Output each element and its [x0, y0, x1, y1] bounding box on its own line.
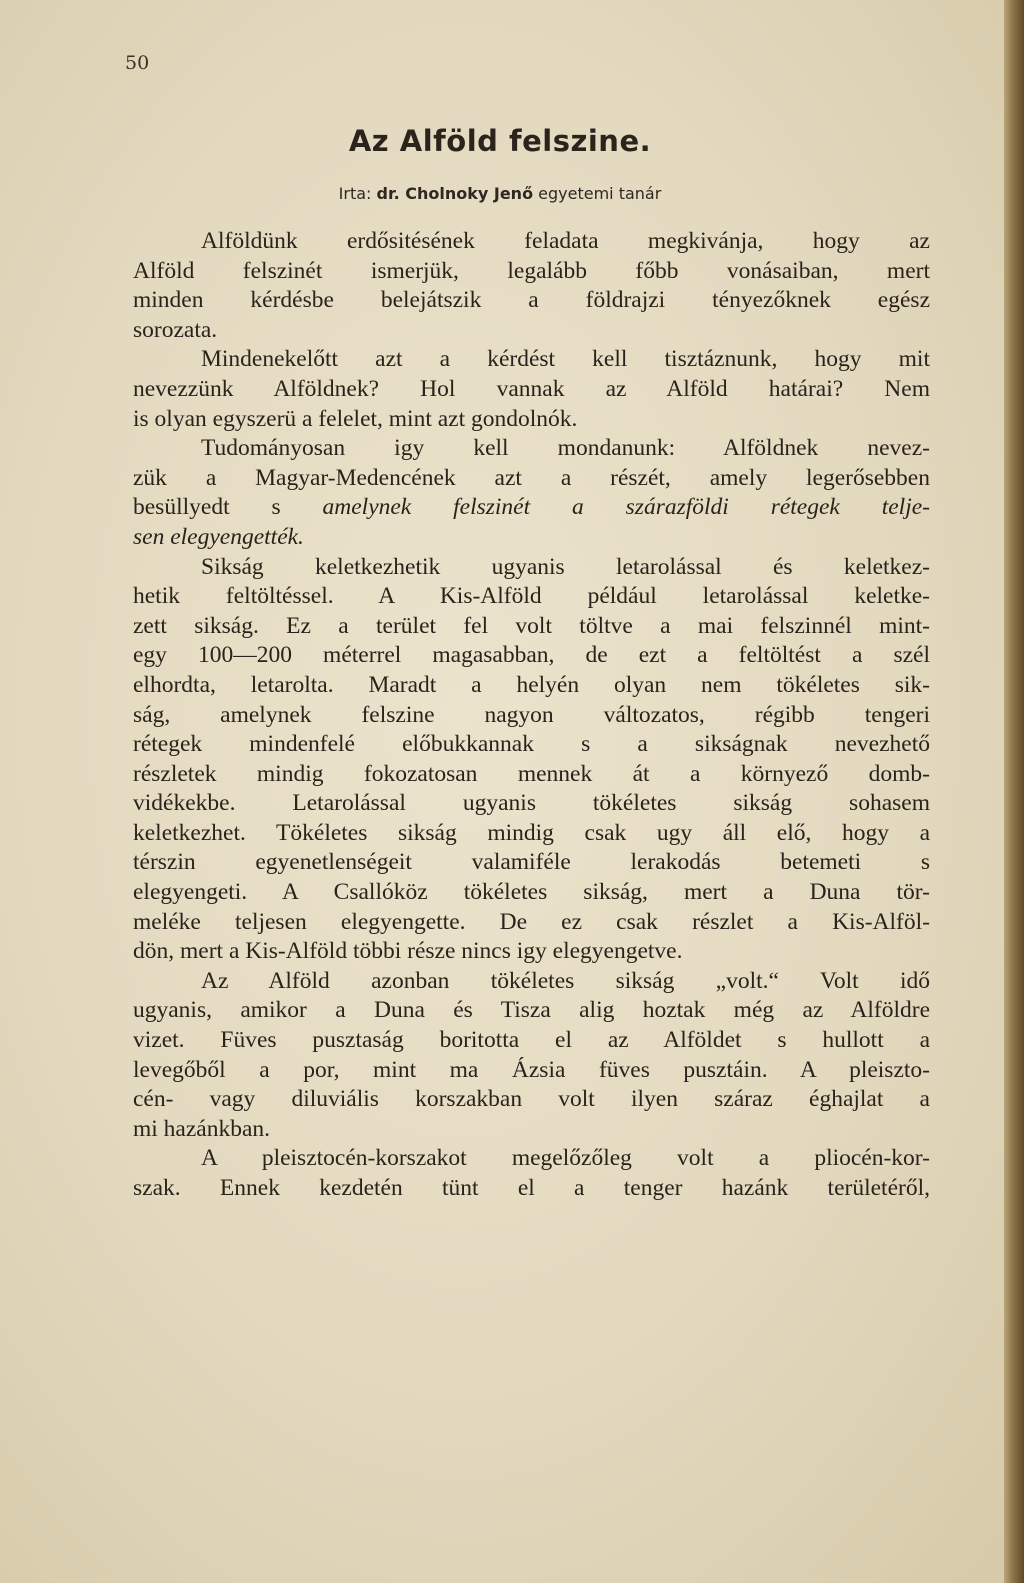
text-line: keletkezhet. Tökéletes sikság mindig csak ugy áll elő, hogy a	[133, 819, 930, 846]
book-spine-edge	[1004, 0, 1024, 1583]
text-line: A pleisztocén-korszakot megelőzőleg volt a pliocén-kor-	[201, 1145, 930, 1172]
text-line: nevezzünk Alföldnek? Hol vannak az Alföld határai? Nem	[133, 375, 930, 402]
text-line: mi hazánkban.	[133, 1115, 271, 1142]
text-line: minden kérdésbe belejátszik a földrajzi tényezőknek egész	[133, 287, 930, 314]
text-line: Az Alföld azonban tökéletes sikság „volt.“ Volt idő	[201, 967, 930, 994]
text-line: egy 100—200 méterrel magasabban, de ezt a feltöltést a szél	[133, 642, 930, 669]
text-line: Alföldünk erdősitésének feladata megkivánja, hogy az	[201, 228, 930, 254]
text-line: levegőből a por, mint ma Ázsia füves pusztáin. A pleiszto-	[133, 1056, 930, 1083]
author-title: egyetemi tanár	[538, 184, 662, 203]
article-body	[133, 227, 930, 1204]
text-line: elhordta, letarolta. Maradt a helyén olyan nem tökéletes sik-	[133, 671, 930, 698]
text-line: sorozata.	[133, 316, 218, 343]
text-line: ugyanis, amikor a Duna és Tisza alig hoztak még az Alföldre	[133, 997, 930, 1024]
text-line	[133, 523, 930, 553]
text-line	[133, 493, 930, 523]
text-line: zett sikság. Ez a terület fel volt töltve a mai felszinnél mint-	[133, 612, 930, 639]
author-name: dr. Cholnoky Jenő	[376, 184, 534, 203]
text-line: Tudományosan igy kell mondanunk: Alföldnek nevez-	[201, 435, 930, 462]
text-line: cén- vagy diluviális korszakban volt ilyen száraz éghajlat a	[133, 1086, 930, 1113]
text-line: Alföld felszinét ismerjük, legalább főbb vonásaiban, mert	[133, 257, 930, 284]
text-line: meléke teljesen elegyengette. De ez csak részlet a Kis-Alföl-	[133, 908, 930, 935]
text-segment: besüllyedt s	[133, 494, 323, 521]
text-line: vizet. Füves pusztaság boritotta el az Alföldet s hullott a	[133, 1027, 930, 1054]
byline-prefix: Irta:	[338, 184, 372, 203]
text-line: is olyan egyszerü a felelet, mint azt gondolnók.	[133, 405, 578, 432]
text-line: hetik feltöltéssel. A Kis-Alföld például letarolással keletke-	[133, 583, 930, 610]
page-number: 50	[125, 52, 150, 74]
text-line: elegyengeti. A Csallóköz tökéletes sikság, mert a Duna tör-	[133, 879, 930, 906]
text-line: rétegek mindenfelé előbukkannak s a sikságnak nevezhető	[133, 731, 930, 758]
byline	[0, 184, 1000, 203]
text-line: ság, amelynek felszine nagyon változatos, régibb tengeri	[133, 701, 930, 728]
text-line: zük a Magyar-Medencének azt a részét, amely legerősebben	[133, 464, 930, 491]
text-line: térszin egyenetlenségeit valamiféle lerakodás betemeti s	[133, 849, 930, 876]
text-line: vidékekbe. Letarolással ugyanis tökéletes sikság sohasem	[133, 790, 930, 817]
text-line: szak. Ennek kezdetén tünt el a tenger hazánk területéről,	[133, 1175, 930, 1201]
italic-definition: amelynek felszinét a szárazföldi rétegek telje-	[322, 494, 931, 521]
text-line: részletek mindig fokozatosan mennek át a környező domb-	[133, 760, 930, 787]
text-line: Mindenekelőtt azt a kérdést kell tisztáznunk, hogy mit	[201, 346, 930, 373]
article-title: Az Alföld felszine.	[348, 124, 652, 158]
text-line: Sikság keletkezhetik ugyanis letarolással és keletkez-	[201, 553, 930, 580]
text-line: dön, mert a Kis-Alföld többi része nincs igy elegyengetve.	[133, 938, 683, 965]
italic-definition-end: sen elegyengették.	[133, 523, 304, 550]
